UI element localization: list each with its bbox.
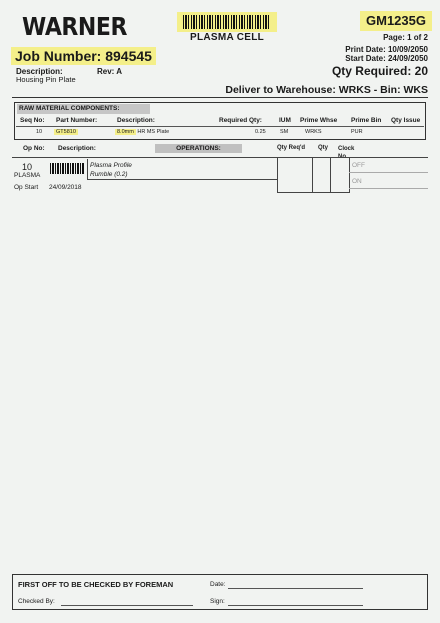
raw-desc-material: HR MS Plate bbox=[137, 129, 170, 135]
barcode-top bbox=[177, 12, 277, 32]
qty-required: Qty Required: 20 bbox=[331, 64, 428, 78]
barcode-icon bbox=[183, 15, 271, 29]
on-line bbox=[349, 188, 428, 189]
start-date: Start Date: 24/09/2050 bbox=[345, 54, 428, 63]
raw-whse: WRKS bbox=[305, 129, 322, 135]
deliver-to: Deliver to Warehouse: WRKS - Bin: WKS bbox=[225, 84, 428, 96]
raw-desc-thickness: 8.0mm bbox=[117, 129, 134, 135]
raw-header-line bbox=[16, 126, 424, 127]
op-desc-line1: Plasma Profile bbox=[90, 162, 132, 169]
raw-materials-title: RAW MATERIAL COMPONENTS: bbox=[17, 104, 150, 114]
job-code: GM1235G bbox=[360, 11, 432, 31]
on-label: ON bbox=[352, 178, 362, 185]
raw-bin: PUR bbox=[351, 129, 363, 135]
col-prime-bin: Prime Bin bbox=[351, 117, 382, 124]
checked-by-label: Checked By: bbox=[18, 598, 55, 605]
qty-reqd-label: Qty Req'd bbox=[277, 145, 306, 151]
raw-description bbox=[115, 129, 169, 135]
foreman-check-title: FIRST OFF TO BE CHECKED BY FOREMAN bbox=[18, 580, 174, 589]
raw-seq: 10 bbox=[36, 129, 43, 135]
off-line bbox=[349, 172, 428, 173]
qty-box-left bbox=[312, 157, 313, 193]
operations-top-line bbox=[12, 157, 428, 158]
col-seq: Seq No: bbox=[20, 117, 45, 124]
col-prime-whse: Prime Whse bbox=[300, 117, 338, 124]
col-description: Description: bbox=[117, 117, 155, 124]
op-start-label: Op Start bbox=[14, 184, 39, 191]
op-barcode-icon bbox=[50, 163, 84, 174]
raw-ium: SM bbox=[280, 129, 289, 135]
desc-box-bottom bbox=[87, 179, 277, 180]
clock-label bbox=[338, 145, 354, 161]
col-qty-issue: Qty Issue bbox=[391, 117, 421, 124]
date-label: Date: bbox=[210, 581, 226, 588]
op-desc-line2: Rumble (0.2) bbox=[90, 171, 128, 178]
qty-label: Qty bbox=[318, 145, 329, 151]
sign-label: Sign: bbox=[210, 598, 225, 605]
dates bbox=[345, 45, 428, 63]
col-ium: IUM bbox=[279, 117, 291, 124]
col-required-qty: Required Qty: bbox=[219, 117, 262, 124]
op-number: 10 bbox=[22, 162, 33, 172]
sign-field[interactable] bbox=[228, 605, 363, 606]
op-no-label: Op No: bbox=[23, 145, 45, 152]
print-date: Print Date: 10/09/2050 bbox=[345, 45, 428, 54]
checked-by-field[interactable] bbox=[61, 605, 193, 606]
qty-reqd-box-left bbox=[277, 157, 278, 193]
raw-part: GT5810 bbox=[56, 129, 76, 135]
clock-text: Clock bbox=[338, 146, 355, 152]
cell-title: PLASMA CELL bbox=[190, 32, 265, 43]
desc-box-left bbox=[87, 159, 88, 179]
qty-box-bottom bbox=[277, 192, 350, 193]
op-name: PLASMA bbox=[14, 172, 41, 179]
description-label: Description: bbox=[16, 67, 63, 76]
revision-label: Rev: A bbox=[97, 67, 123, 76]
raw-qty: 0.25 bbox=[255, 129, 266, 135]
off-label: OFF bbox=[352, 162, 365, 169]
date-field[interactable] bbox=[228, 588, 363, 589]
company-logo: WARNER bbox=[22, 12, 127, 41]
operations-banner: OPERATIONS: bbox=[155, 144, 242, 153]
header-divider bbox=[12, 97, 428, 98]
page-number: Page: 1 of 2 bbox=[383, 33, 428, 42]
description-value: Housing Pin Plate bbox=[16, 75, 76, 84]
op-start-date: 24/09/2018 bbox=[49, 184, 82, 191]
op-desc-label: Description: bbox=[58, 145, 96, 152]
job-number: Job Number: 894545 bbox=[11, 47, 156, 65]
qty-box-right bbox=[330, 157, 331, 193]
col-part: Part Number: bbox=[56, 117, 98, 124]
